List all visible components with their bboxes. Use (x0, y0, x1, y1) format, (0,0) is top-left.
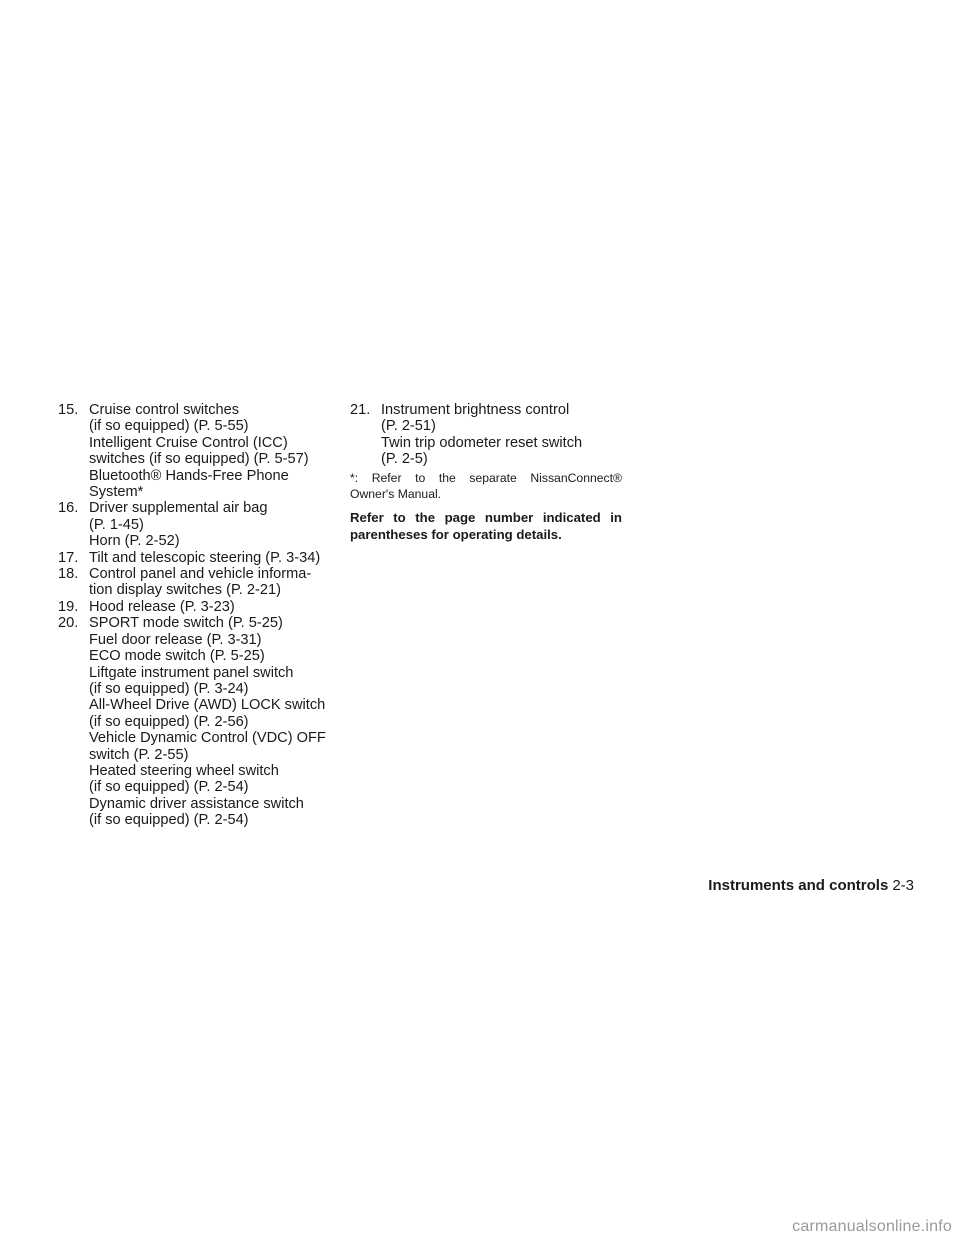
item-line: Cruise control switches (89, 402, 240, 418)
item-line: tion display switches (P. 2-21) (89, 582, 281, 599)
item-line: Intelligent Cruise Control (ICC) (89, 434, 288, 451)
item-line: switch (P. 2-55) (89, 746, 189, 763)
item-line: System* (89, 484, 144, 501)
right-column (350, 402, 622, 543)
item-line: Horn (P. 2-52) (89, 533, 180, 550)
item-line: All-Wheel Drive (AWD) LOCK switch (89, 697, 326, 714)
item-line: Vehicle Dynamic Control (VDC) OFF (89, 730, 326, 747)
page-number: 2-3 (892, 877, 914, 894)
footnote-line: *: Refer to the separate NissanConnect® (350, 470, 622, 485)
item-line: Twin trip odometer reset switch (381, 434, 583, 451)
item-text (381, 402, 622, 468)
item-line: Instrument brightness control (381, 402, 570, 418)
watermark: carmanualsonline.info (792, 1218, 952, 1235)
footnote-line: Owner's Manual. (350, 487, 442, 502)
item-line: Fuel door release (P. 3-31) (89, 631, 262, 648)
item-line: Liftgate instrument panel switch (89, 664, 294, 681)
item-number: 19. (58, 598, 79, 615)
list-item-19 (58, 599, 348, 615)
item-number: 17. (58, 549, 79, 566)
footnote (350, 470, 622, 503)
instruction-line: parentheses for operating details. (350, 526, 562, 542)
instruction-line: Refer to the page number indicated in (350, 510, 622, 526)
item-line: Driver supplemental air bag (89, 500, 268, 517)
item-number: 18. (58, 566, 79, 583)
list-item-21 (350, 402, 622, 468)
item-number: 21. (350, 402, 371, 418)
list-item-20 (58, 615, 348, 828)
item-line: (if so equipped) (P. 2-54) (89, 779, 249, 796)
item-line: ECO mode switch (P. 5-25) (89, 648, 265, 665)
page-footer (708, 877, 914, 895)
item-text (89, 402, 348, 500)
list-item-17 (58, 550, 348, 566)
item-line: (P. 2-5) (381, 451, 428, 468)
item-line: SPORT mode switch (P. 5-25) (89, 615, 283, 632)
item-text (89, 550, 348, 566)
item-line: (if so equipped) (P. 5-55) (89, 418, 249, 435)
item-line: Heated steering wheel switch (89, 762, 279, 779)
item-line: Control panel and vehicle informa- (89, 566, 312, 583)
item-number: 15. (58, 402, 79, 418)
item-line: Hood release (P. 3-23) (89, 598, 235, 615)
item-line: Tilt and telescopic steering (P. 3-34) (89, 549, 321, 566)
item-line: (if so equipped) (P. 2-54) (89, 812, 249, 829)
item-line: (P. 1-45) (89, 516, 144, 533)
instruction-note (350, 510, 622, 543)
item-line: (P. 2-51) (381, 418, 436, 435)
item-number: 16. (58, 500, 79, 517)
item-line: Dynamic driver assistance switch (89, 795, 304, 812)
item-text (89, 500, 348, 549)
item-line: (if so equipped) (P. 3-24) (89, 680, 249, 697)
item-number: 20. (58, 615, 79, 632)
item-text (89, 615, 348, 828)
item-line: (if so equipped) (P. 2-56) (89, 713, 249, 730)
left-column (58, 402, 348, 829)
item-line: switches (if so equipped) (P. 5-57) (89, 451, 309, 468)
item-text (89, 566, 348, 599)
list-item-18 (58, 566, 348, 599)
list-item-15 (58, 402, 348, 500)
item-text (89, 599, 348, 615)
section-title: Instruments and controls (708, 877, 889, 894)
list-item-16 (58, 500, 348, 549)
item-line: Bluetooth® Hands-Free Phone (89, 467, 289, 484)
